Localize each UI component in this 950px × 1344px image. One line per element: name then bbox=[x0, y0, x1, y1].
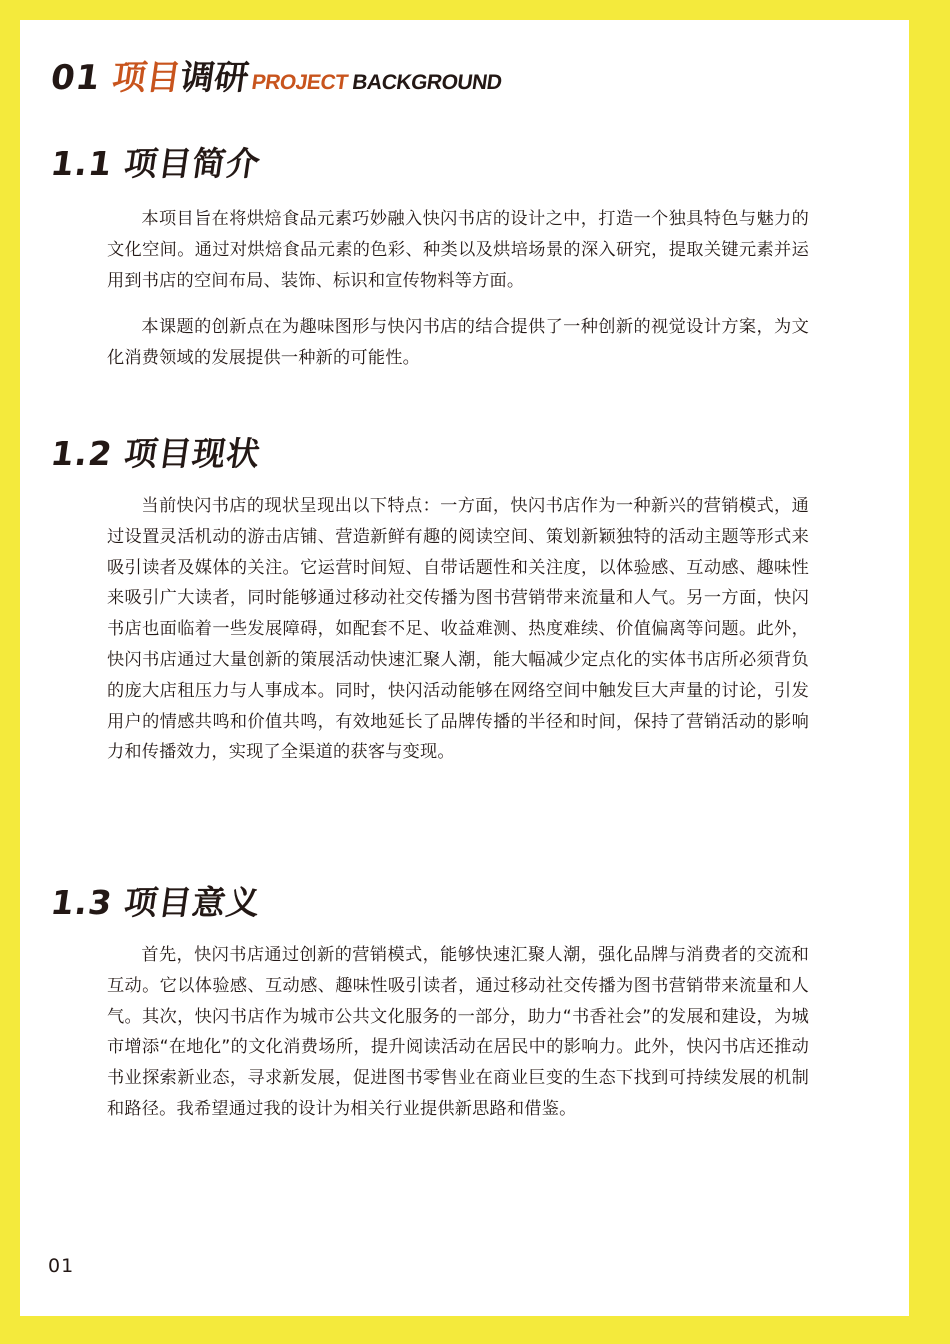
chapter-number: 01 bbox=[48, 58, 104, 98]
section-number: 1.1 bbox=[48, 144, 116, 183]
section-heading: 项目简介 bbox=[121, 144, 264, 183]
section-heading: 项目现状 bbox=[121, 434, 264, 473]
section-title-1-1 bbox=[48, 138, 264, 185]
chapter-title-accent: 项目 bbox=[109, 58, 184, 98]
section-number: 1.3 bbox=[48, 883, 116, 922]
section-number: 1.2 bbox=[48, 434, 116, 473]
page-number: 01 bbox=[48, 1255, 75, 1277]
chapter-english-rest: BACKGROUND bbox=[350, 71, 504, 94]
paragraph-1-2-a: 当前快闪书店的现状呈现出以下特点：一方面，快闪书店作为一种新兴的营销模式，通过设置灵活机动的游击店铺、营造新鲜有趣的阅读空间、策划新颖独特的活动主题等形式来吸引读者及媒体的关注。它运营时间短、自带话题性和关注度，以体验感、互动感、趣味性来吸引广大读者，同时能够通过移动社交传播为图书营销带来流量和人气。另一方面，快闪书店也面临着一些发展障碍，如配套不足、收益难测、热度难续、价值偏离等问题。此外，快闪书店通过大量创新的策展活动快速汇聚人潮，能大幅减少定点化的实体书店所必须背负的庞大店租压力与人事成本。同时，快闪活动能够在网络空间中触发巨大声量的讨论，引发用户的情感共鸣和价值共鸣，有效地延长了品牌传播的半径和时间，保持了营销活动的影响力和传播效力，实现了全渠道的获客与变现。 bbox=[107, 496, 809, 763]
section-heading: 项目意义 bbox=[121, 883, 264, 922]
chapter-english-accent: PROJECT bbox=[250, 71, 350, 94]
paragraph-1-3-a: 首先，快闪书店通过创新的营销模式，能够快速汇聚人潮，强化品牌与消费者的交流和互动。它以体验感、互动感、趣味性吸引读者，通过移动社交传播为图书营销带来流量和人气。其次，快闪书店作为城市公共文化服务的一部分，助力“书香社会”的发展和建设，为城市增添“在地化”的文化消费场所，提升阅读活动在居民中的影响力。此外，快闪书店还推动书业探索新业态，寻求新发展，促进图书零售业在商业巨变的生态下找到可持续发展的机制和路径。我希望通过我的设计为相关行业提供新思路和借鉴。 bbox=[107, 945, 809, 1119]
section-title-1-2 bbox=[48, 428, 264, 475]
paragraph-1-1-b: 本课题的创新点在为趣味图形与快闪书店的结合提供了一种创新的视觉设计方案，为文化消费领域的发展提供一种新的可能性。 bbox=[107, 317, 809, 368]
section-title-1-3 bbox=[48, 877, 264, 924]
chapter-title-rest: 调研 bbox=[177, 58, 252, 98]
chapter-header bbox=[48, 50, 506, 100]
paragraph-1-1-a: 本项目旨在将烘焙食品元素巧妙融入快闪书店的设计之中，打造一个独具特色与魅力的文化空间。通过对烘焙食品元素的色彩、种类以及烘培场景的深入研究，提取关键元素并运用到书店的空间布局、装饰、标识和宣传物料等方面。 bbox=[107, 209, 809, 291]
